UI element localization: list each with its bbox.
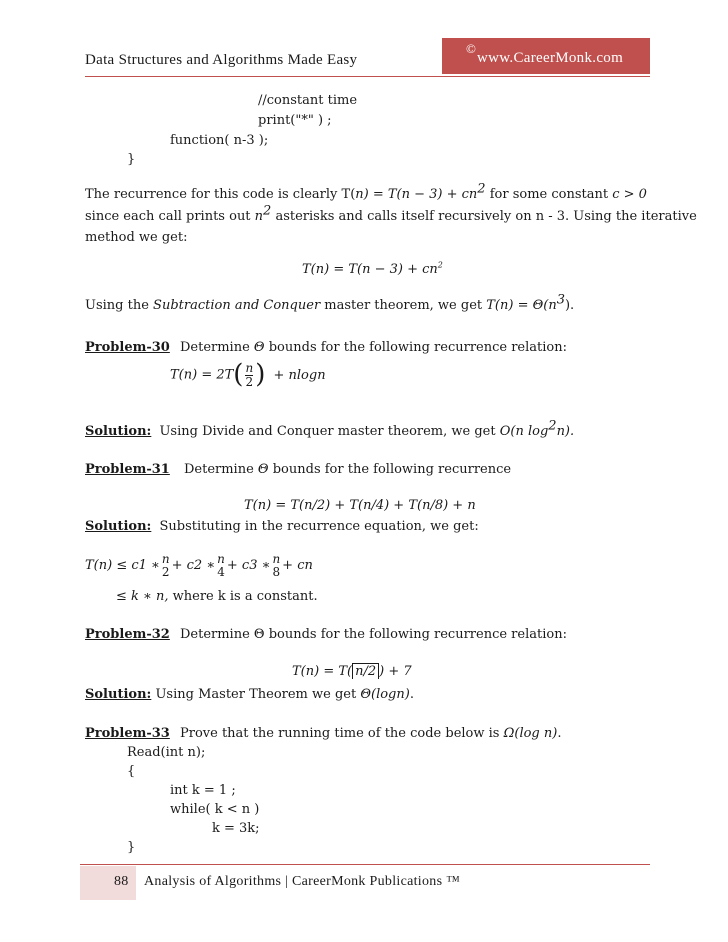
text: bounds for the following recurrence bbox=[268, 462, 512, 477]
text: Substituting in the recurrence equation, we get: bbox=[159, 519, 479, 534]
text: . bbox=[557, 726, 562, 741]
solution-label: Solution: bbox=[85, 519, 152, 534]
problem-label: Problem-31 bbox=[85, 462, 170, 477]
problem-30-equation bbox=[170, 359, 326, 390]
math-expression: + c2 ∗ bbox=[171, 558, 216, 574]
problem-label: Problem-30 bbox=[85, 340, 170, 355]
code-line: function( n-3 ); bbox=[170, 133, 269, 148]
math-expression: ) = T(n − 3) + cn bbox=[363, 187, 478, 202]
code-line: print("*" ) ; bbox=[258, 113, 332, 128]
ceiling-expression bbox=[352, 663, 379, 679]
math-expression: n/2 bbox=[355, 664, 377, 679]
code-line: Read(int n); bbox=[127, 745, 206, 760]
paragraph bbox=[85, 203, 697, 224]
problem-32-solution bbox=[85, 687, 414, 702]
footer-text: Analysis of Algorithms | CareerMonk Publications ™ bbox=[144, 874, 461, 889]
math-expression: T(n) = Θ(n bbox=[486, 298, 557, 313]
math-expression: + c3 ∗ bbox=[226, 558, 271, 574]
numerator: n bbox=[272, 552, 281, 566]
solution-label: Solution: bbox=[85, 424, 152, 439]
numerator: n bbox=[161, 552, 170, 566]
exponent: 2 bbox=[548, 418, 557, 434]
text: bounds for the following recurrence relation: bbox=[264, 340, 567, 355]
text: for some constant bbox=[485, 187, 613, 202]
math-expression: + cn bbox=[282, 558, 313, 574]
book-title: Data Structures and Algorithms Made Easy bbox=[85, 52, 358, 68]
math-expression: Ω(log n) bbox=[503, 726, 558, 741]
code-line: } bbox=[127, 152, 136, 167]
footer-rule bbox=[80, 864, 650, 865]
text: Prove that the running time of the code below is bbox=[179, 726, 504, 741]
text: Determine bbox=[183, 462, 258, 477]
math-expression: ) + 7 bbox=[379, 664, 412, 679]
text: The recurrence for this code is clearly T( bbox=[85, 187, 356, 202]
text: Using Divide and Conquer master theorem, we get bbox=[159, 424, 500, 439]
exponent: 2 bbox=[477, 181, 486, 197]
fraction bbox=[245, 362, 253, 388]
website-url: www.CareerMonk.com bbox=[477, 50, 624, 66]
math-expression: n). bbox=[556, 424, 575, 439]
math-expression: T(n) = T(n − 3) + cn bbox=[302, 262, 438, 277]
page-number: 88 bbox=[114, 874, 129, 889]
solution-label: Solution: bbox=[85, 687, 152, 702]
text: Using Master Theorem we get bbox=[155, 687, 361, 702]
problem-label: Problem-32 bbox=[85, 627, 170, 642]
exponent: 2 bbox=[263, 203, 272, 219]
denominator: 2 bbox=[161, 564, 170, 579]
math-expression: O(n log bbox=[499, 424, 549, 439]
math-expression: c > 0 bbox=[612, 187, 647, 202]
text: since each call prints out bbox=[85, 209, 255, 224]
text: Using the bbox=[85, 298, 154, 313]
fraction bbox=[162, 553, 170, 578]
problem-30-solution bbox=[85, 418, 575, 439]
header-rule bbox=[85, 76, 650, 77]
theorem-name: Subtraction and Conquer bbox=[153, 298, 321, 313]
numerator: n bbox=[245, 361, 254, 375]
problem-32-statement bbox=[85, 627, 567, 642]
copyright-symbol: © bbox=[466, 41, 477, 56]
text: ). bbox=[564, 298, 575, 313]
problem-31-statement bbox=[85, 462, 511, 477]
paragraph bbox=[85, 181, 647, 202]
code-line: } bbox=[127, 840, 136, 855]
exponent: 3 bbox=[556, 292, 565, 308]
code-line: { bbox=[127, 764, 136, 779]
math-expression: T(n) ≤ c1 ∗ bbox=[85, 558, 160, 574]
theta-symbol: Θ bbox=[253, 340, 265, 355]
code-line: k = 3k; bbox=[212, 821, 260, 836]
website-banner bbox=[442, 38, 650, 74]
denominator: 8 bbox=[272, 564, 281, 579]
denominator: 2 bbox=[245, 374, 254, 389]
text: Determine bbox=[179, 340, 254, 355]
problem-label: Problem-33 bbox=[85, 726, 170, 741]
math-expression: ≤ k ∗ n, bbox=[116, 589, 169, 604]
code-line: while( k < n ) bbox=[170, 802, 260, 817]
fraction bbox=[272, 553, 280, 578]
denominator: 4 bbox=[217, 564, 225, 579]
numerator: n bbox=[217, 552, 225, 566]
text: Determine Θ bounds for the following recurrence relation: bbox=[179, 627, 567, 642]
text: master theorem, we get bbox=[320, 298, 487, 313]
exponent: 2 bbox=[437, 260, 443, 270]
problem-32-equation bbox=[292, 664, 412, 679]
paren: ) bbox=[255, 359, 266, 390]
theta-symbol: Θ bbox=[257, 462, 269, 477]
text: . bbox=[409, 687, 414, 702]
code-line: //constant time bbox=[258, 93, 358, 108]
problem-33-statement bbox=[85, 726, 561, 741]
code-line: int k = 1 ; bbox=[170, 783, 236, 798]
math-expression: T(n) = 2T bbox=[170, 367, 234, 383]
math-expression: Θ(logn) bbox=[360, 687, 410, 702]
math-n: n bbox=[355, 187, 364, 202]
paragraph bbox=[85, 292, 575, 313]
math-expression: + nlogn bbox=[273, 367, 326, 383]
inequality-2 bbox=[116, 589, 318, 604]
text: where k is a constant. bbox=[168, 589, 318, 604]
paren: ( bbox=[233, 359, 244, 390]
problem-31-solution bbox=[85, 519, 479, 534]
paragraph: method we get: bbox=[85, 230, 188, 245]
problem-30-statement bbox=[85, 340, 567, 355]
problem-31-equation: T(n) = T(n/2) + T(n/4) + T(n/8) + n bbox=[244, 498, 476, 513]
fraction bbox=[217, 553, 225, 578]
math-expression: T(n) = T( bbox=[292, 664, 353, 679]
text: asterisks and calls itself recursively on n - 3. Using the iterative bbox=[271, 209, 697, 224]
inequality-1 bbox=[85, 553, 313, 578]
equation bbox=[302, 262, 443, 277]
math-n: n bbox=[254, 209, 264, 224]
